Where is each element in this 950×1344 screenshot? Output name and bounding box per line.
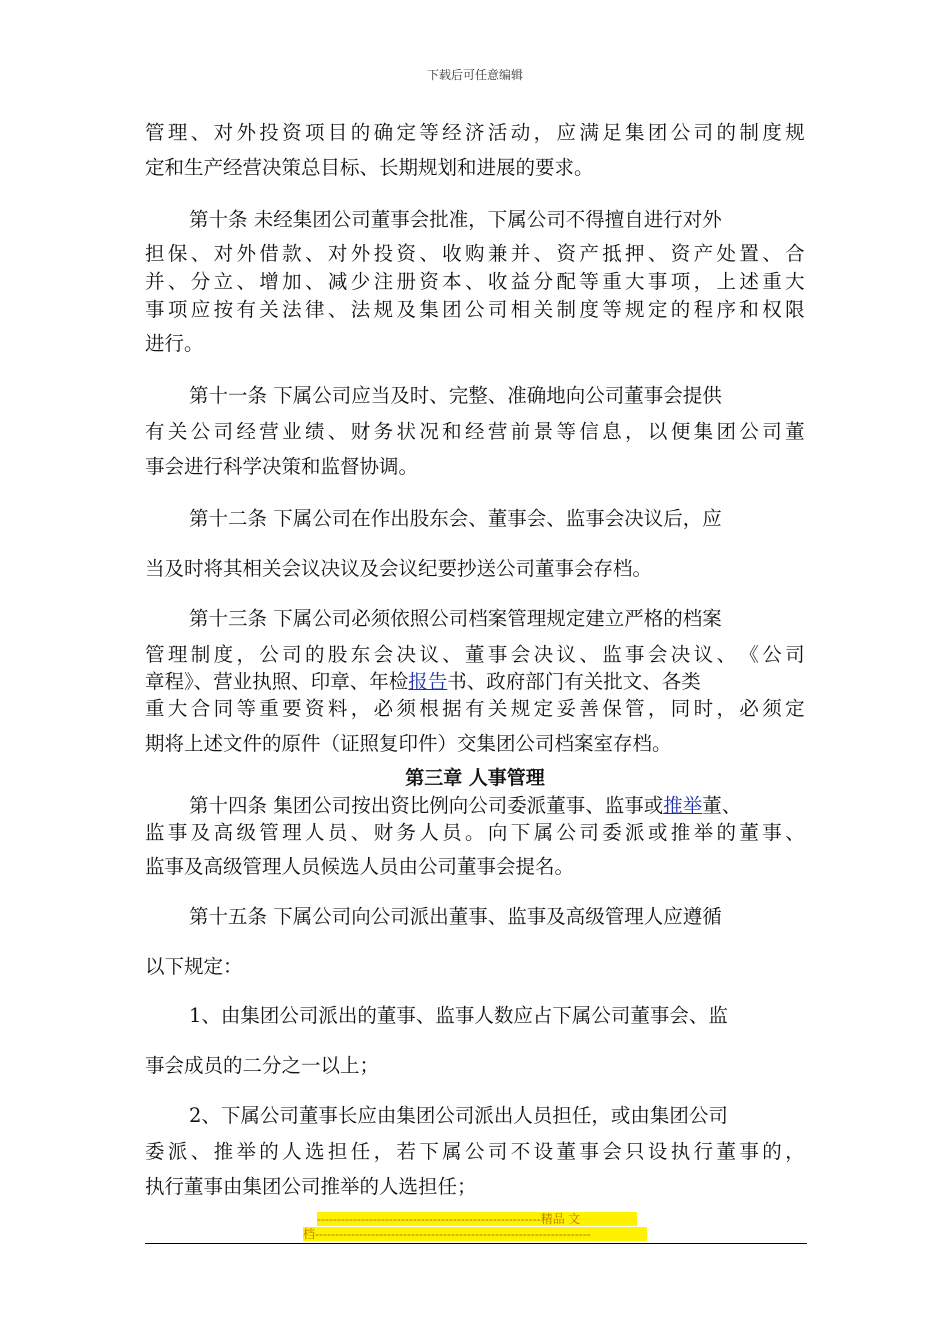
footer-rule	[145, 1243, 807, 1244]
recommend-link[interactable]: 推举	[663, 794, 703, 817]
text-line: 进行。	[145, 332, 204, 355]
footer-watermark-line1: --------------------------------------------------------精品 文	[317, 1212, 637, 1226]
report-link[interactable]: 报告	[408, 670, 448, 693]
text-segment: 书、政府部门有关批文、各类	[447, 670, 701, 693]
text-line: 2、下属公司董事长应由集团公司派出人员担任，或由集团公司	[189, 1104, 728, 1127]
text-line: 定和生产经营决策总目标、长期规划和进展的要求。	[145, 156, 594, 179]
text-line: 执行董事由集团公司推举的人选担任；	[145, 1175, 477, 1198]
text-line: 事会成员的二分之一以上；	[145, 1054, 380, 1077]
text-line: 事 项 应 按 有 关 法 律 、 法 规 及 集 团 公 司 相 关 制 度 等 规 定 的 程 序 和 权 限	[145, 298, 805, 321]
text-line: 第十三条 下属公司必须依照公司档案管理规定建立严格的档案	[189, 607, 722, 630]
text-segment: 第十四条 集团公司按出资比例向公司委派董事、监事或	[189, 794, 664, 817]
text-line	[145, 666, 701, 694]
text-line: 第十二条 下属公司在作出股东会、董事会、监事会决议后，应	[189, 507, 722, 530]
text-line: 1、由集团公司派出的董事、监事人数应占下属公司董事会、监	[189, 1004, 728, 1027]
text-line: 管 理 制 度 ， 公 司 的 股 东 会 决 议 、 董 事 会 决 议 、 监 事 会 决 议 、 《 公 司	[145, 643, 805, 666]
text-line: 第十条 未经集团公司董事会批准，下属公司不得擅自进行对外	[189, 208, 722, 231]
text-line: 担 保 、 对 外 借 款 、 对 外 投 资 、 收 购 兼 并 、 资 产 抵 押 、 资 产 处 置 、 合	[145, 242, 805, 265]
text-segment: 董、	[702, 794, 742, 817]
text-line: 当及时将其相关会议决议及会议纪要抄送公司董事会存档。	[145, 557, 653, 580]
text-line: 第十一条 下属公司应当及时、完整、准确地向公司董事会提供	[189, 384, 722, 407]
text-line: 以下规定：	[145, 955, 243, 978]
text-line: 事会进行科学决策和监督协调。	[145, 455, 419, 478]
text-line: 管 理 、 对 外 投 资 项 目 的 确 定 等 经 济 活 动 ， 应 满 足 集 团 公 司 的 制 度 规	[145, 121, 805, 144]
text-line: 委 派 、 推 举 的 人 选 担 任 ， 若 下 属 公 司 不 设 董 事 会 只 设 执 行 董 事 的 ，	[145, 1140, 805, 1163]
text-segment: 章程》、营业执照、印章、年检	[145, 670, 409, 693]
text-line	[189, 790, 741, 818]
text-line: 第十五条 下属公司向公司派出董事、监事及高级管理人应遵循	[189, 905, 722, 928]
footer-watermark-line2: 档---------------------------------------------------------------------	[303, 1227, 647, 1241]
text-line: 监事及高级管理人员候选人员由公司董事会提名。	[145, 855, 575, 878]
page-header: 下载后可任意编辑	[426, 68, 523, 82]
text-line: 重 大 合 同 等 重 要 资 料 ， 必 须 根 据 有 关 规 定 妥 善 保 管 ， 同 时 ， 必 须 定	[145, 697, 805, 720]
chapter-heading: 第三章 人事管理	[405, 767, 545, 789]
text-line: 期将上述文件的原件（证照复印件）交集团公司档案室存档。	[145, 732, 672, 755]
text-line: 监 事 及 高 级 管 理 人 员 、 财 务 人 员 。 向 下 属 公 司 委 派 或 推 举 的 董 事 、	[145, 821, 805, 844]
text-line: 有 关 公 司 经 营 业 绩 、 财 务 状 况 和 经 营 前 景 等 信 息 ， 以 便 集 团 公 司 董	[145, 420, 805, 443]
text-line: 并 、 分 立 、 增 加 、 减 少 注 册 资 本 、 收 益 分 配 等 重 大 事 项 ， 上 述 重 大	[145, 270, 805, 293]
